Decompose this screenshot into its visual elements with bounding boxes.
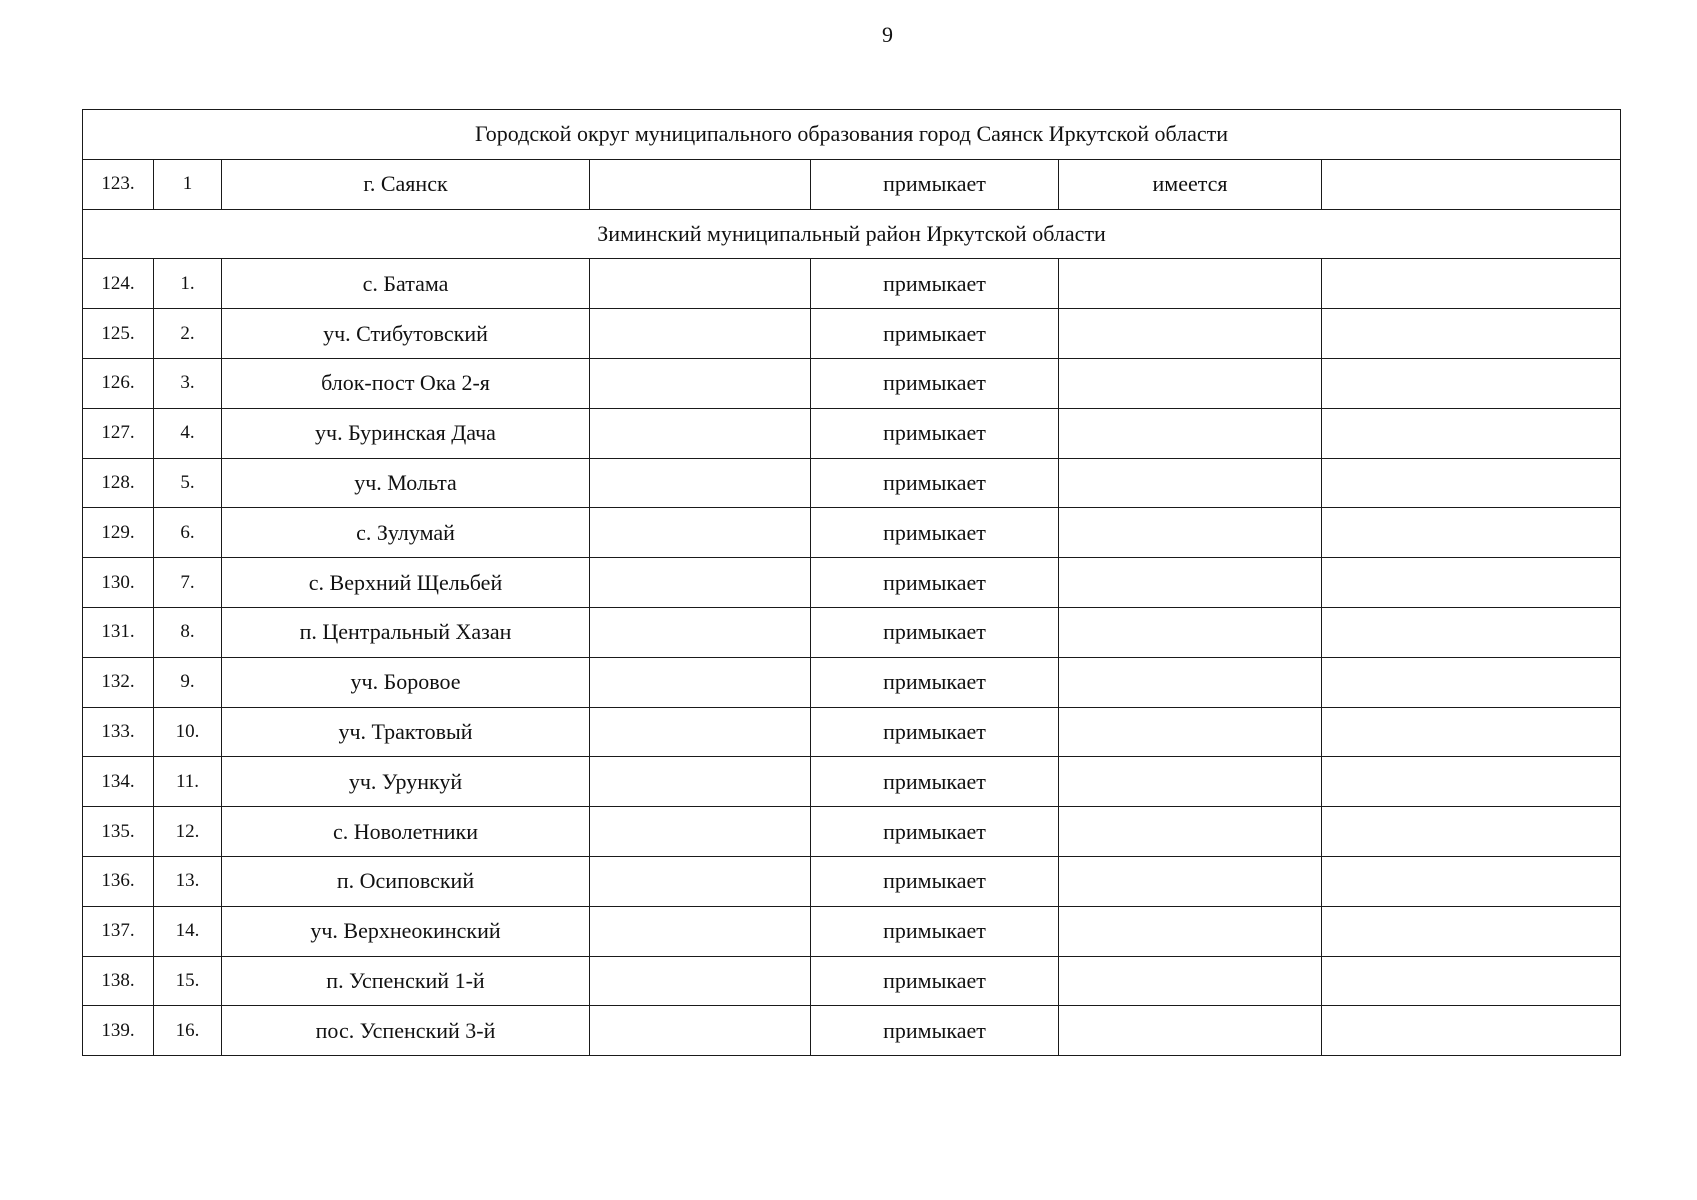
column-7-cell [1322,906,1621,956]
table-row [83,956,1621,1006]
column-4-cell [590,259,811,309]
row-number-cell: 135. [83,807,154,857]
table-row [83,159,1621,209]
table-row [83,309,1621,359]
sub-number-cell: 6. [154,508,222,558]
sub-number-cell: 1. [154,259,222,309]
column-6-cell [1059,956,1322,1006]
table-row [83,807,1621,857]
column-7-cell [1322,956,1621,1006]
sub-number-cell: 13. [154,856,222,906]
sub-number-cell: 16. [154,1006,222,1056]
section-title: Зиминский муниципальный район Иркутской области [83,209,1621,259]
table-row [83,408,1621,458]
adjacency-cell: примыкает [811,458,1059,508]
table-row [83,607,1621,657]
column-7-cell [1322,707,1621,757]
settlement-name-cell: уч. Мольта [222,458,590,508]
row-number-cell: 134. [83,757,154,807]
column-4-cell [590,657,811,707]
table-row [83,558,1621,608]
settlement-name-cell: п. Осиповский [222,856,590,906]
column-6-cell [1059,856,1322,906]
row-number-cell: 124. [83,259,154,309]
column-7-cell [1322,508,1621,558]
column-6-cell [1059,906,1322,956]
column-7-cell [1322,856,1621,906]
column-4-cell [590,558,811,608]
column-7-cell [1322,309,1621,359]
column-6-cell [1059,408,1322,458]
column-4-cell [590,807,811,857]
row-number-cell: 137. [83,906,154,956]
sub-number-cell: 9. [154,657,222,707]
row-number-cell: 131. [83,607,154,657]
sub-number-cell: 15. [154,956,222,1006]
column-7-cell [1322,757,1621,807]
adjacency-cell: примыкает [811,906,1059,956]
sub-number-cell: 11. [154,757,222,807]
settlement-name-cell: п. Центральный Хазан [222,607,590,657]
settlement-name-cell: г. Саянск [222,159,590,209]
settlement-name-cell: пос. Успенский 3-й [222,1006,590,1056]
sub-number-cell: 4. [154,408,222,458]
adjacency-cell: примыкает [811,309,1059,359]
adjacency-cell: примыкает [811,956,1059,1006]
row-number-cell: 139. [83,1006,154,1056]
sub-number-cell: 3. [154,358,222,408]
column-4-cell [590,757,811,807]
settlement-name-cell: уч. Боровое [222,657,590,707]
column-7-cell [1322,1006,1621,1056]
column-4-cell [590,707,811,757]
column-6-cell [1059,458,1322,508]
page-number: 9 [882,22,893,47]
column-4-cell [590,856,811,906]
column-7-cell [1322,607,1621,657]
sub-number-cell: 2. [154,309,222,359]
column-4-cell [590,358,811,408]
adjacency-cell: примыкает [811,159,1059,209]
column-6-cell [1059,807,1322,857]
column-4-cell [590,1006,811,1056]
adjacency-cell: примыкает [811,558,1059,608]
adjacency-cell: примыкает [811,508,1059,558]
column-7-cell [1322,657,1621,707]
table-row [83,707,1621,757]
column-4-cell [590,607,811,657]
adjacency-cell: примыкает [811,856,1059,906]
adjacency-cell: примыкает [811,1006,1059,1056]
row-number-cell: 128. [83,458,154,508]
table-row [83,508,1621,558]
column-7-cell [1322,558,1621,608]
column-6-cell [1059,657,1322,707]
sub-number-cell: 5. [154,458,222,508]
column-6-cell: имеется [1059,159,1322,209]
column-7-cell [1322,807,1621,857]
table-row [83,1006,1621,1056]
adjacency-cell: примыкает [811,259,1059,309]
settlement-name-cell: с. Новолетники [222,807,590,857]
adjacency-cell: примыкает [811,807,1059,857]
section-header-row [83,110,1621,160]
column-7-cell [1322,408,1621,458]
settlement-name-cell: уч. Верхнеокинский [222,906,590,956]
section-title: Городской округ муниципального образования город Саянск Иркутской области [83,110,1621,160]
table-row [83,259,1621,309]
column-7-cell [1322,259,1621,309]
column-7-cell [1322,358,1621,408]
settlements-table [82,109,1621,1056]
column-7-cell [1322,458,1621,508]
adjacency-cell: примыкает [811,657,1059,707]
sub-number-cell: 8. [154,607,222,657]
table-row [83,856,1621,906]
table-row [83,906,1621,956]
row-number-cell: 129. [83,508,154,558]
row-number-cell: 126. [83,358,154,408]
settlement-name-cell: уч. Трактовый [222,707,590,757]
settlement-name-cell: блок-пост Ока 2-я [222,358,590,408]
column-7-cell [1322,159,1621,209]
adjacency-cell: примыкает [811,757,1059,807]
column-4-cell [590,309,811,359]
column-6-cell [1059,707,1322,757]
column-4-cell [590,906,811,956]
table-row [83,757,1621,807]
adjacency-cell: примыкает [811,358,1059,408]
column-6-cell [1059,607,1322,657]
settlement-name-cell: уч. Урункуй [222,757,590,807]
sub-number-cell: 12. [154,807,222,857]
sub-number-cell: 14. [154,906,222,956]
column-4-cell [590,508,811,558]
sub-number-cell: 1 [154,159,222,209]
settlement-name-cell: уч. Буринская Дача [222,408,590,458]
table-row [83,358,1621,408]
row-number-cell: 136. [83,856,154,906]
column-6-cell [1059,757,1322,807]
table-body [83,110,1621,1056]
row-number-cell: 125. [83,309,154,359]
column-6-cell [1059,558,1322,608]
adjacency-cell: примыкает [811,707,1059,757]
sub-number-cell: 7. [154,558,222,608]
row-number-cell: 127. [83,408,154,458]
settlement-name-cell: уч. Стибутовский [222,309,590,359]
row-number-cell: 138. [83,956,154,1006]
row-number-cell: 123. [83,159,154,209]
row-number-cell: 130. [83,558,154,608]
column-4-cell [590,408,811,458]
column-4-cell [590,159,811,209]
column-6-cell [1059,358,1322,408]
table-row [83,458,1621,508]
table-row [83,657,1621,707]
column-6-cell [1059,259,1322,309]
adjacency-cell: примыкает [811,408,1059,458]
column-6-cell [1059,508,1322,558]
settlement-name-cell: с. Верхний Щельбей [222,558,590,608]
settlement-name-cell: с. Батама [222,259,590,309]
adjacency-cell: примыкает [811,607,1059,657]
row-number-cell: 133. [83,707,154,757]
column-6-cell [1059,1006,1322,1056]
sub-number-cell: 10. [154,707,222,757]
column-4-cell [590,956,811,1006]
column-6-cell [1059,309,1322,359]
section-header-row [83,209,1621,259]
settlement-name-cell: п. Успенский 1-й [222,956,590,1006]
row-number-cell: 132. [83,657,154,707]
settlement-name-cell: с. Зулумай [222,508,590,558]
column-4-cell [590,458,811,508]
